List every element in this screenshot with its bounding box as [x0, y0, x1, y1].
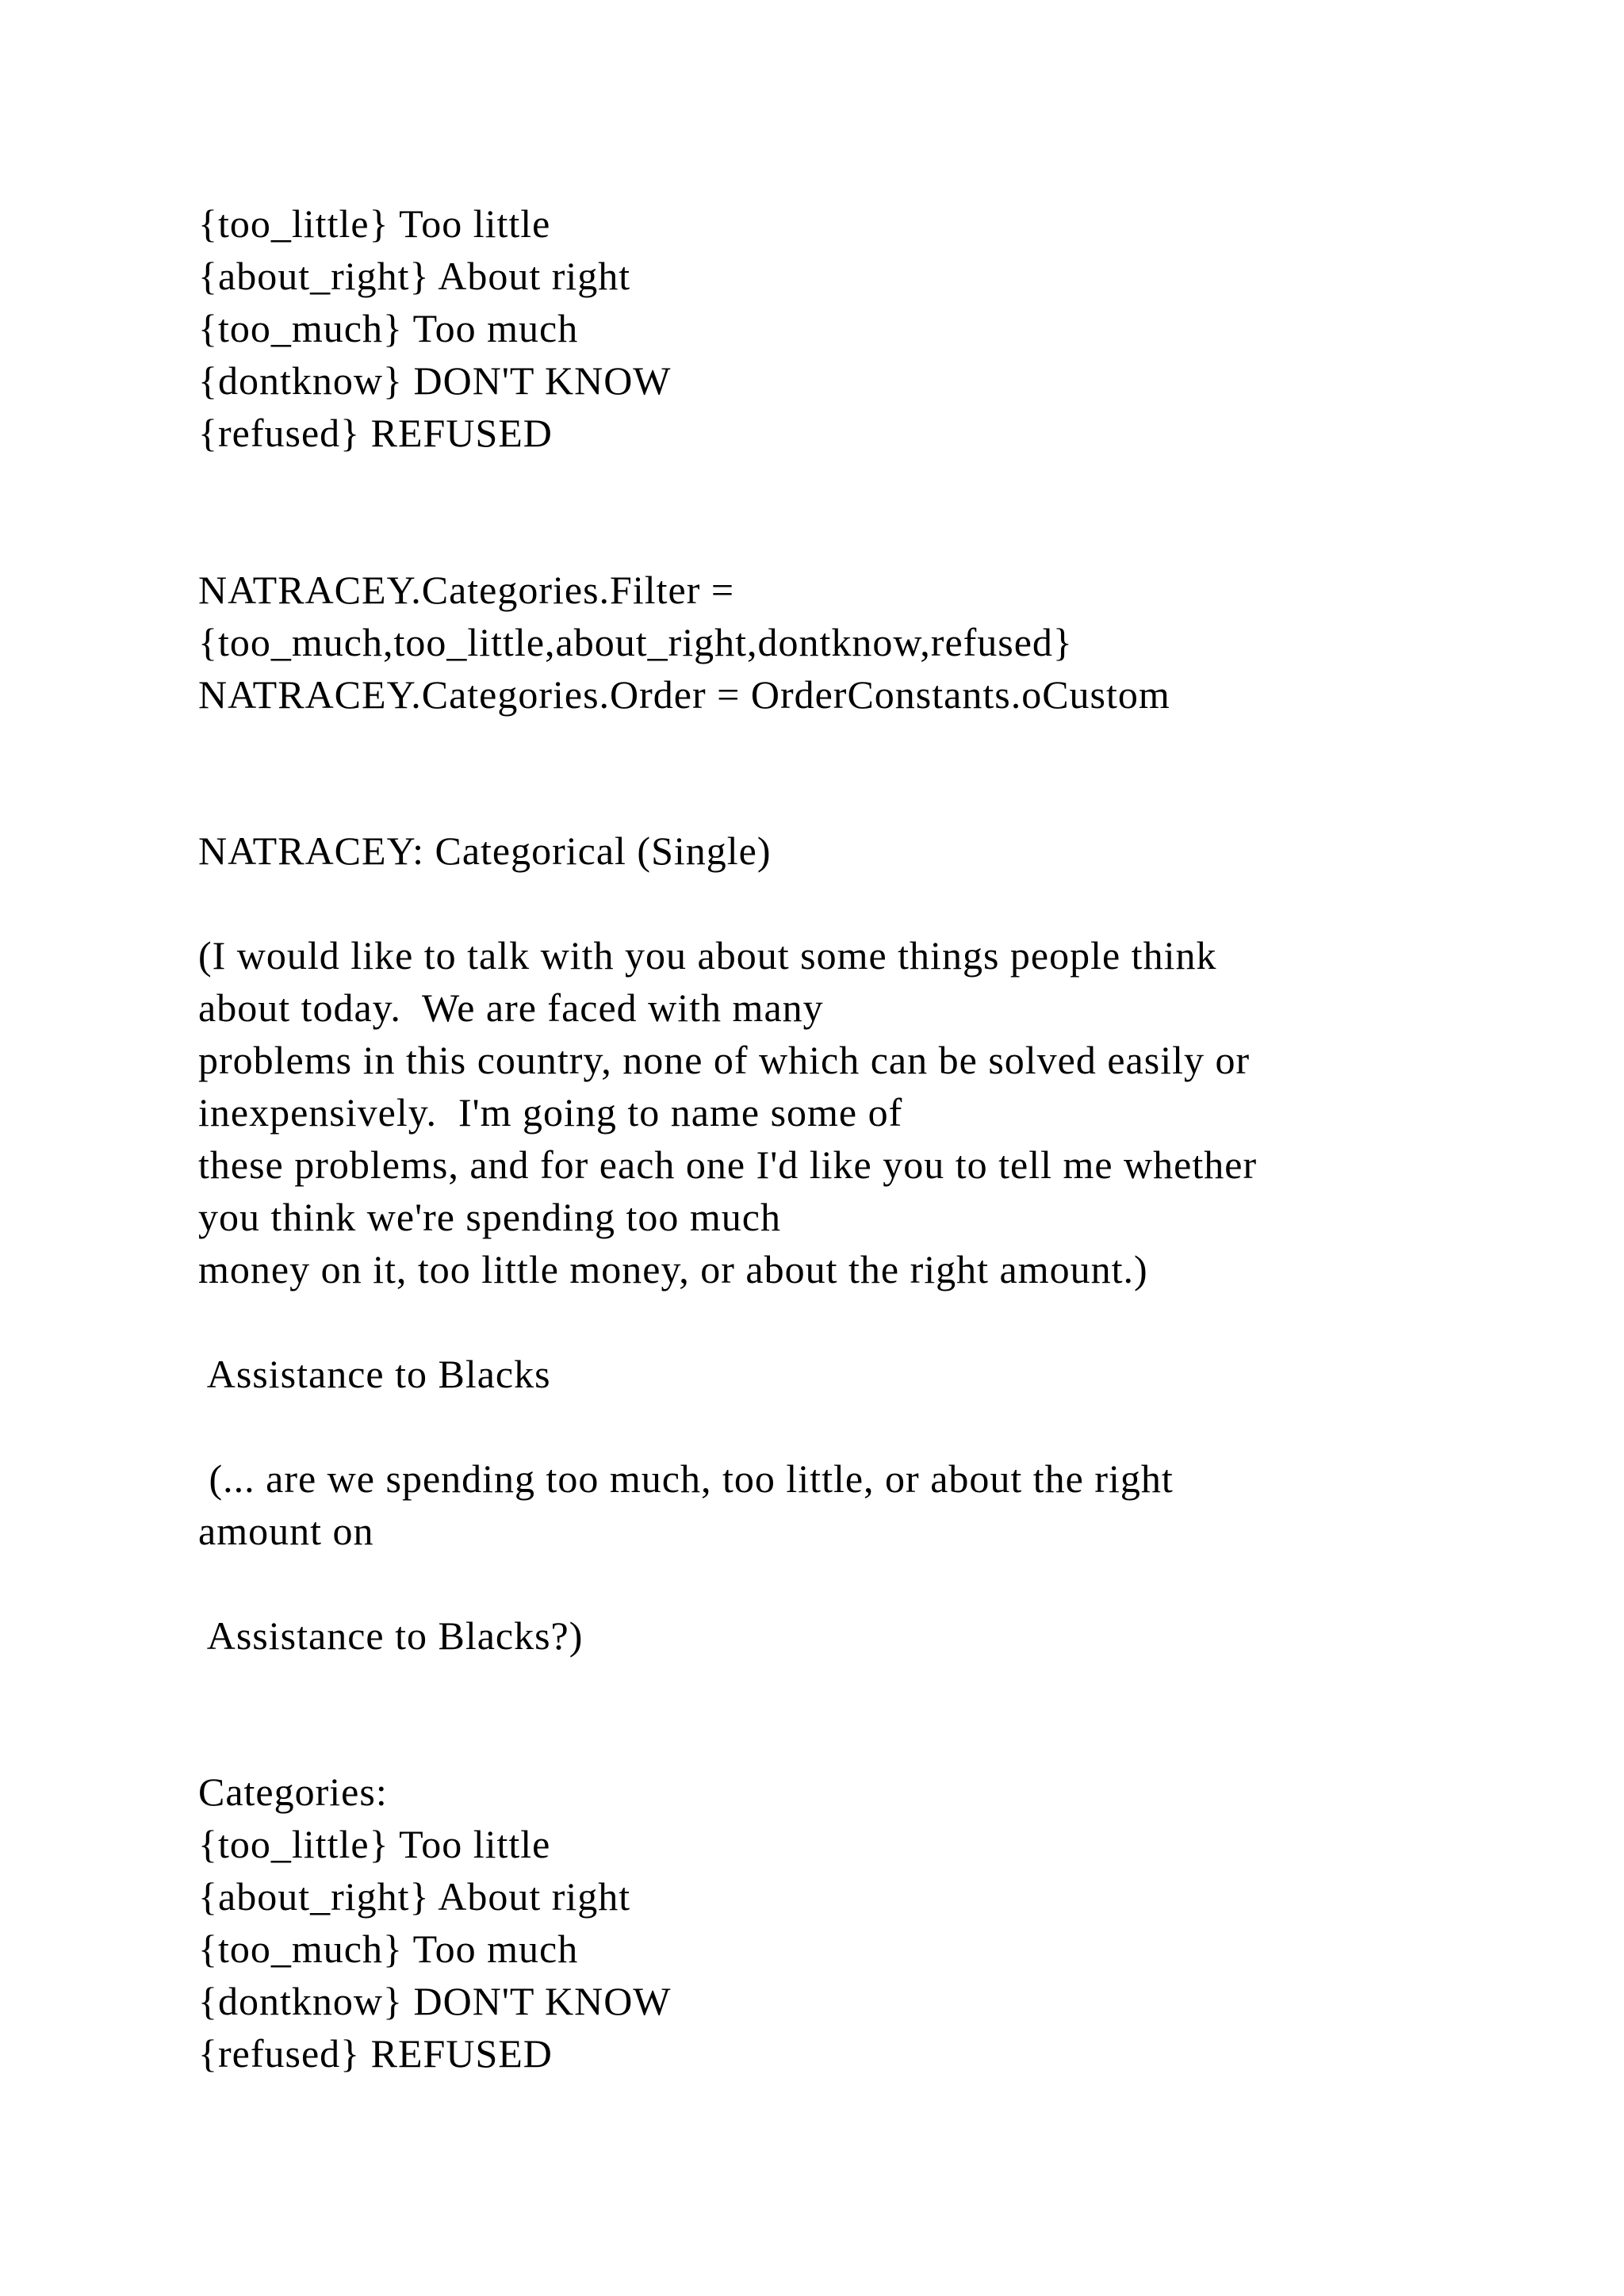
category-option: {about_right} About right [198, 1874, 631, 1919]
category-option: {too_much} Too much [198, 1927, 579, 1971]
filter-statement-values: {too_much,too_little,about_right,dontknow,refused} [198, 620, 1073, 664]
category-option: {dontknow} DON'T KNOW [198, 1979, 672, 2023]
question-intro-line: these problems, and for each one I'd like you to tell me whether [198, 1142, 1258, 1187]
order-statement: NATRACEY.Categories.Order = OrderConstants.oCustom [198, 672, 1170, 717]
question-intro-line: problems in this country, none of which can be solved easily or [198, 1038, 1251, 1082]
followup-question-line: (... are we spending too much, too little, or about the right [198, 1456, 1174, 1501]
category-option: {too_little} Too little [198, 201, 551, 246]
category-option: {too_little} Too little [198, 1822, 551, 1866]
question-intro-line: (I would like to talk with you about some things people think [198, 933, 1217, 978]
question-intro-line: about today. We are faced with many [198, 985, 824, 1030]
question-header: NATRACEY: Categorical (Single) [198, 828, 772, 873]
category-option: {refused} REFUSED [198, 411, 553, 455]
category-option: {dontknow} DON'T KNOW [198, 358, 672, 403]
category-option: {too_much} Too much [198, 306, 579, 350]
question-intro-line: you think we're spending too much [198, 1195, 781, 1239]
topic-label: Assistance to Blacks [198, 1352, 551, 1396]
followup-question-line: amount on [198, 1509, 374, 1553]
topic-question: Assistance to Blacks?) [198, 1613, 584, 1658]
category-option: {refused} REFUSED [198, 2031, 553, 2076]
filter-statement: NATRACEY.Categories.Filter = [198, 568, 735, 612]
question-intro-line: money on it, too little money, or about the right amount.) [198, 1247, 1148, 1292]
categories-heading: Categories: [198, 1770, 388, 1814]
question-intro-line: inexpensively. I'm going to name some of [198, 1090, 903, 1135]
category-option: {about_right} About right [198, 254, 631, 298]
